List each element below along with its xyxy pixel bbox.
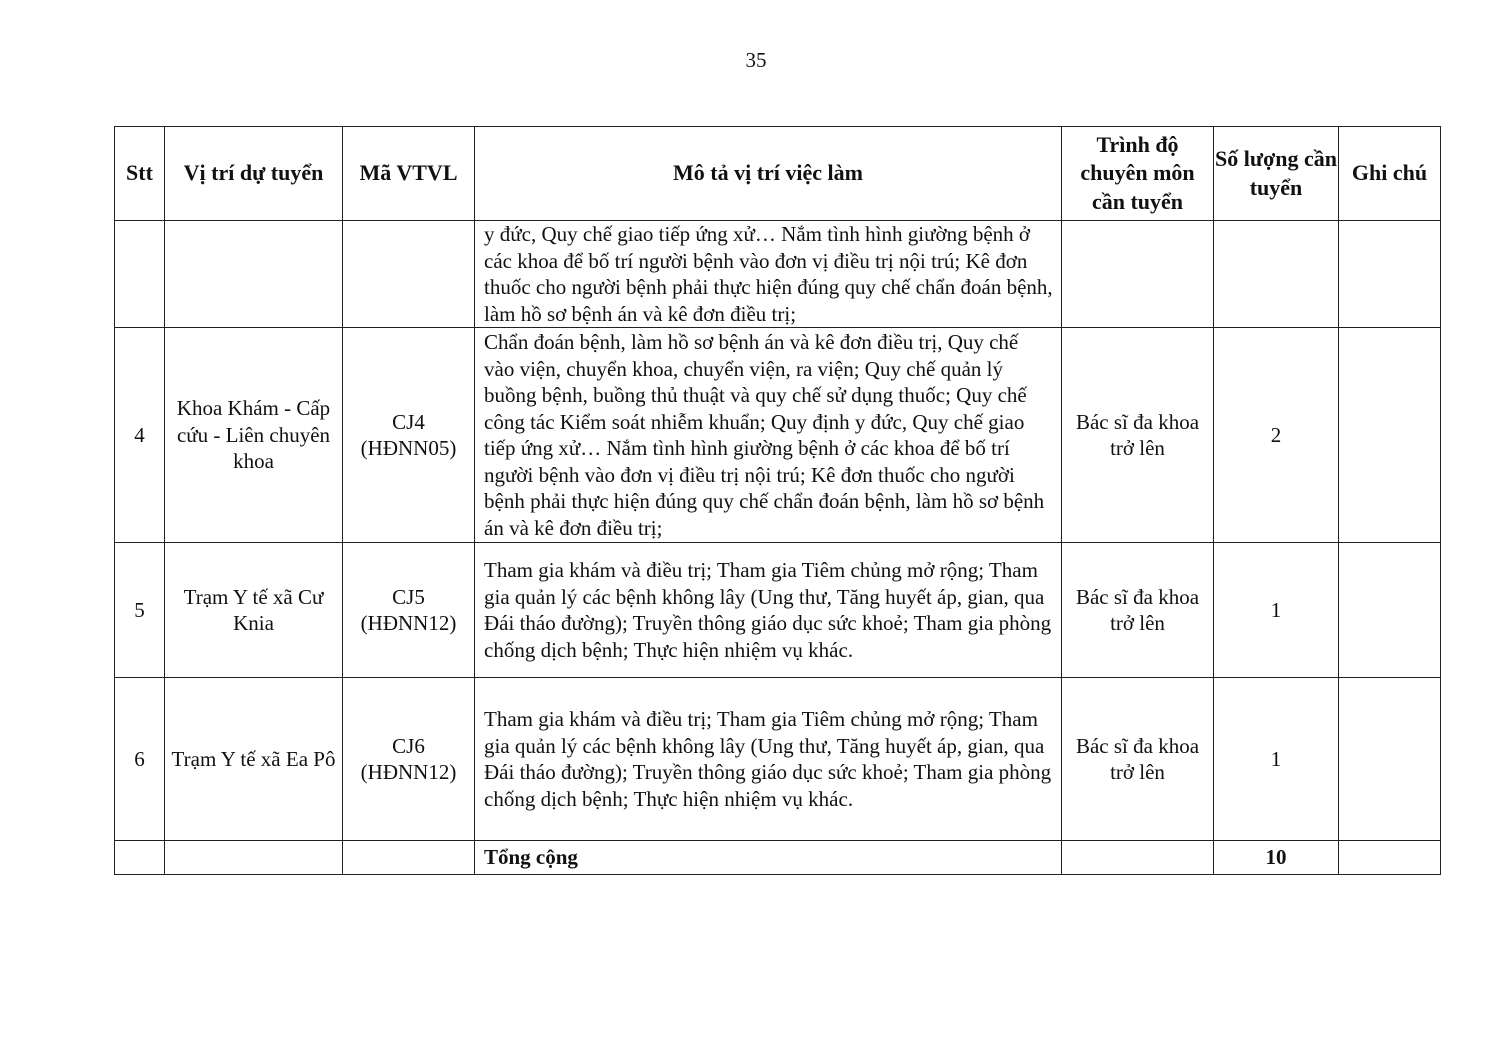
cell-note (1339, 678, 1441, 841)
cell-note (1339, 221, 1441, 328)
cell-code: CJ5 (HĐNN12) (343, 543, 475, 678)
cell-description: Tham gia khám và điều trị; Tham gia Tiêm chủng mở rộng; Tham gia quản lý các bệnh không lây (Ung thư, Tăng huyết áp, gian, qua Đái tháo đường); Truyền thông giáo dục sức khoẻ; Tham gia phòng chống dịch bệnh; Thực hiện nhiệm vụ khác. (475, 678, 1062, 841)
cell-position: Trạm Y tế xã Cư Knia (165, 543, 343, 678)
cell-qualification: Bác sĩ đa khoa trở lên (1062, 678, 1214, 841)
cell-qualification (1062, 221, 1214, 328)
table-row (115, 221, 1441, 328)
header-code: Mã VTVL (343, 127, 475, 221)
cell-note (1339, 328, 1441, 543)
cell-description: Tham gia khám và điều trị; Tham gia Tiêm chủng mở rộng; Tham gia quản lý các bệnh không lây (Ung thư, Tăng huyết áp, gian, qua Đái tháo đường); Truyền thông giáo dục sức khoẻ; Tham gia phòng chống dịch bệnh; Thực hiện nhiệm vụ khác. (475, 543, 1062, 678)
header-description: Mô tả vị trí việc làm (475, 127, 1062, 221)
cell-quantity: 1 (1214, 543, 1339, 678)
total-label: Tổng cộng (475, 841, 1062, 875)
total-position-empty (165, 841, 343, 875)
cell-quantity: 2 (1214, 328, 1339, 543)
table-row (115, 328, 1441, 543)
table-row (115, 543, 1441, 678)
recruitment-table (114, 126, 1441, 875)
cell-note (1339, 543, 1441, 678)
total-row (115, 841, 1441, 875)
total-stt-empty (115, 841, 165, 875)
total-code-empty (343, 841, 475, 875)
header-position: Vị trí dự tuyển (165, 127, 343, 221)
cell-position: Trạm Y tế xã Ea Pô (165, 678, 343, 841)
cell-code: CJ6 (HĐNN12) (343, 678, 475, 841)
page-number: 35 (745, 48, 767, 72)
header-note: Ghi chú (1339, 127, 1441, 221)
cell-quantity (1214, 221, 1339, 328)
cell-description: y đức, Quy chế giao tiếp ứng xử… Nắm tình hình giường bệnh ở các khoa để bố trí người bệnh vào đơn vị điều trị nội trú; Kê đơn thuốc cho người bệnh phải thực hiện đúng quy chế chẩn đoán bệnh, làm hồ sơ bệnh án và kê đơn điều trị; (475, 221, 1062, 328)
total-note-empty (1339, 841, 1441, 875)
cell-description: Chẩn đoán bệnh, làm hồ sơ bệnh án và kê đơn điều trị, Quy chế vào viện, chuyển khoa, chuyển viện, ra viện; Quy chế quản lý buồng bệnh, buồng thủ thuật và quy chế sử dụng thuốc; Quy chế công tác Kiểm soát nhiễm khuẩn; Quy định y đức, Quy chế giao tiếp ứng xử… Nắm tình hình giường bệnh ở các khoa để bố trí người bệnh vào đơn vị điều trị nội trú; Kê đơn thuốc cho người bệnh phải thực hiện đúng quy chế chẩn đoán bệnh, làm hồ sơ bệnh án và kê đơn điều trị; (475, 328, 1062, 543)
cell-stt (115, 221, 165, 328)
table-row (115, 678, 1441, 841)
cell-stt: 4 (115, 328, 165, 543)
cell-code: CJ4 (HĐNN05) (343, 328, 475, 543)
cell-stt: 6 (115, 678, 165, 841)
cell-qualification: Bác sĩ đa khoa trở lên (1062, 543, 1214, 678)
total-quantity: 10 (1214, 841, 1339, 875)
header-stt: Stt (115, 127, 165, 221)
cell-quantity: 1 (1214, 678, 1339, 841)
cell-position (165, 221, 343, 328)
cell-position: Khoa Khám - Cấp cứu - Liên chuyên khoa (165, 328, 343, 543)
header-quantity: Số lượng cần tuyển (1214, 127, 1339, 221)
cell-code (343, 221, 475, 328)
total-qualification-empty (1062, 841, 1214, 875)
header-qualification: Trình độ chuyên môn cần tuyển (1062, 127, 1214, 221)
header-row (115, 127, 1441, 221)
cell-stt: 5 (115, 543, 165, 678)
cell-qualification: Bác sĩ đa khoa trở lên (1062, 328, 1214, 543)
